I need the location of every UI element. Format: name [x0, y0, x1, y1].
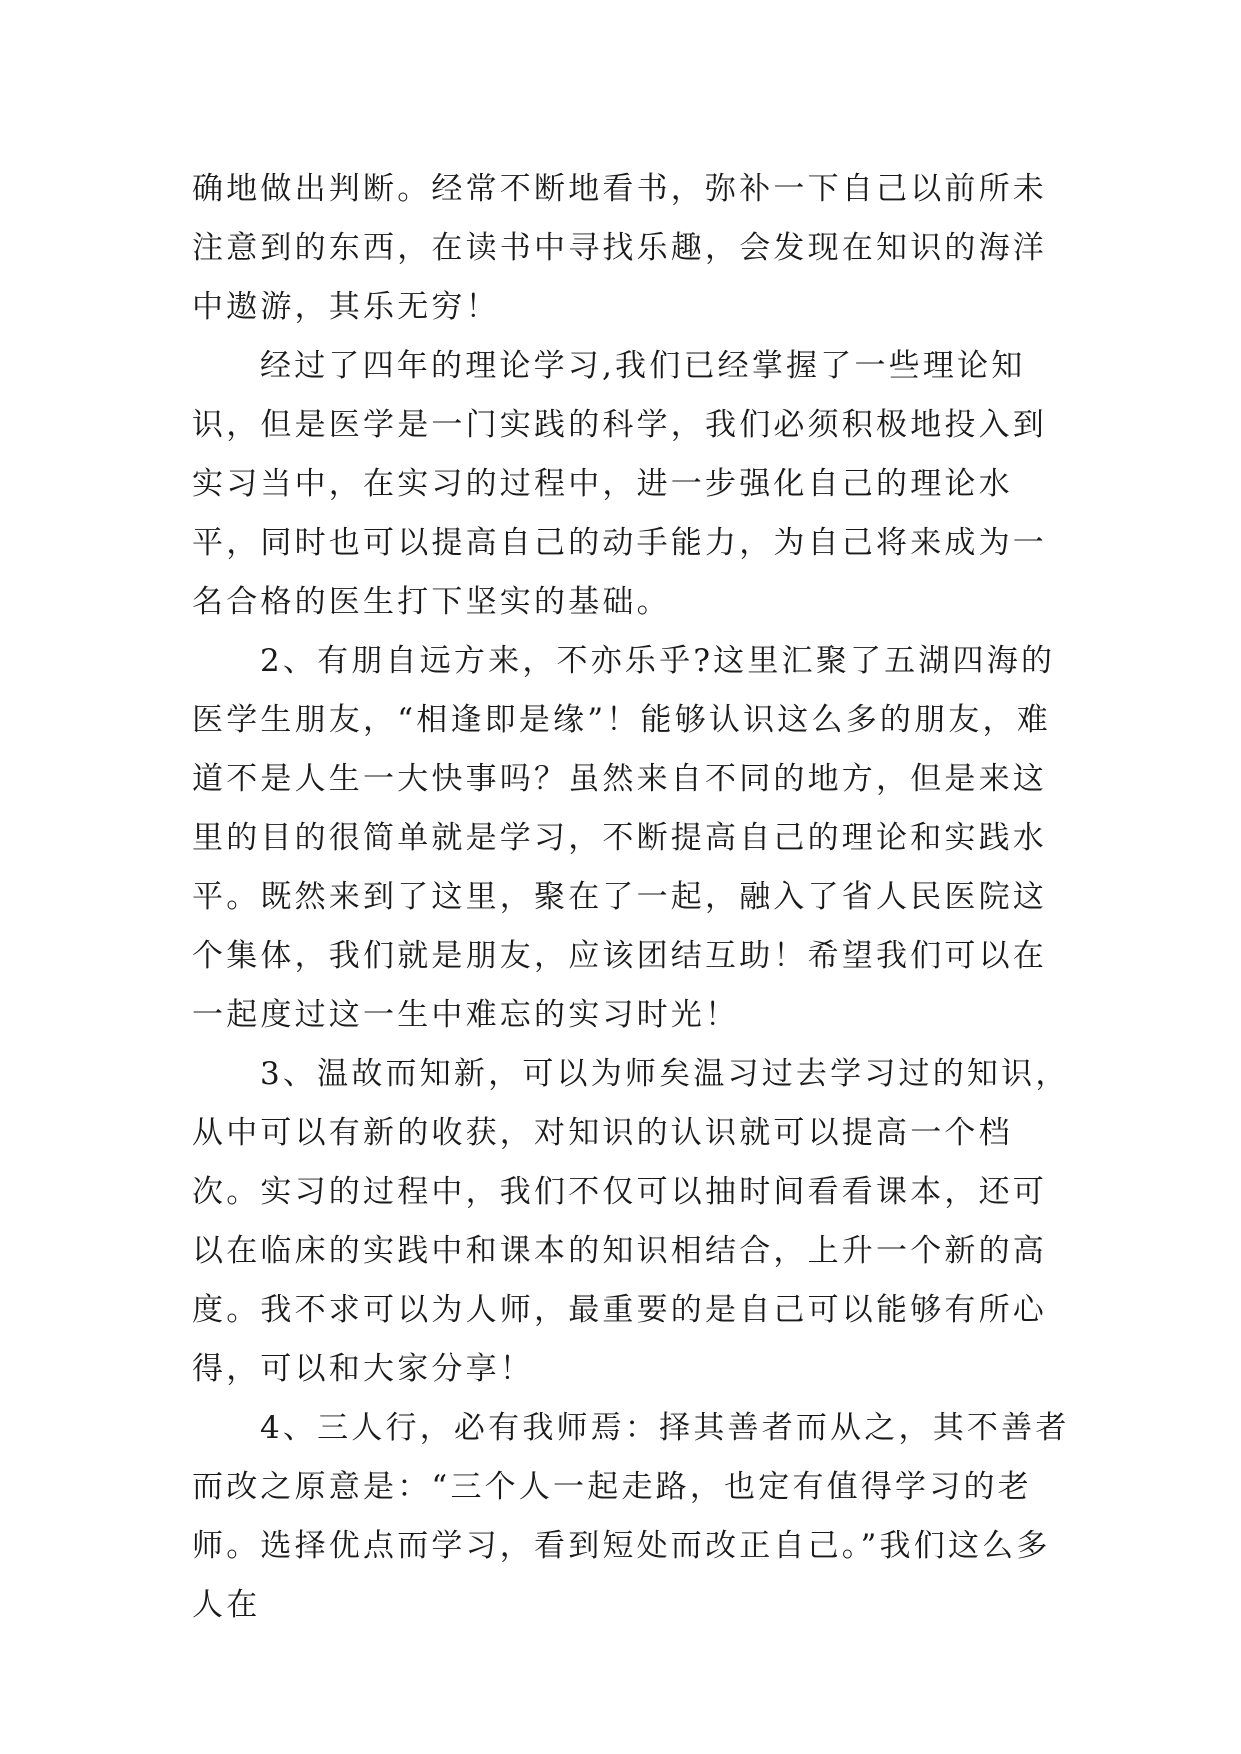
- paragraph-2: 经过了四年的理论学习,我们已经掌握了一些理论知识，但是医学是一门实践的科学，我们必须积极地投入到实习当中，在实习的过程中，进一步强化自己的理论水平，同时也可以提高自己的动手能力，为自己将来成为一名合格的医生打下坚实的基础。: [192, 348, 1047, 620]
- paragraph-3: 2、有朋自远方来，不亦乐乎?这里汇聚了五湖四海的医学生朋友，“相逢即是缘”！能够认识这么多的朋友，难道不是人生一大快事吗？虽然来自不同的地方，但是来这里的目的很简单就是学习，不断提高自己的理论和实践水平。既然来到了这里，聚在了一起，融入了省人民医院这个集体，我们就是朋友，应该团结互助！希望我们可以在一起度过这一生中难忘的实习时光！: [192, 643, 1056, 1033]
- paragraph-1: 确地做出判断。经常不断地看书，弥补一下自己以前所未注意到的东西，在读书中寻找乐趣，会发现在知识的海洋中遨游，其乐无穷！: [192, 171, 1047, 325]
- paragraph-5: 4、三人行，必有我师焉：择其善者而从之，其不善者而改之原意是：“三个人一起走路，也定有值得学习的老师。选择优点而学习，看到短处而改正自己。”我们这么多人在: [192, 1410, 1070, 1623]
- document-body: [192, 160, 1072, 1635]
- paragraph-4: 3、温故而知新，可以为师矣温习过去学习过的知识，从中可以有新的收获，对知识的认识就可以提高一个档次。实习的过程中，我们不仅可以抽时间看看课本，还可以在临床的实践中和课本的知识相结合，上升一个新的高度。我不求可以为人师，最重要的是自己可以能够有所心得，可以和大家分享！: [192, 1056, 1070, 1387]
